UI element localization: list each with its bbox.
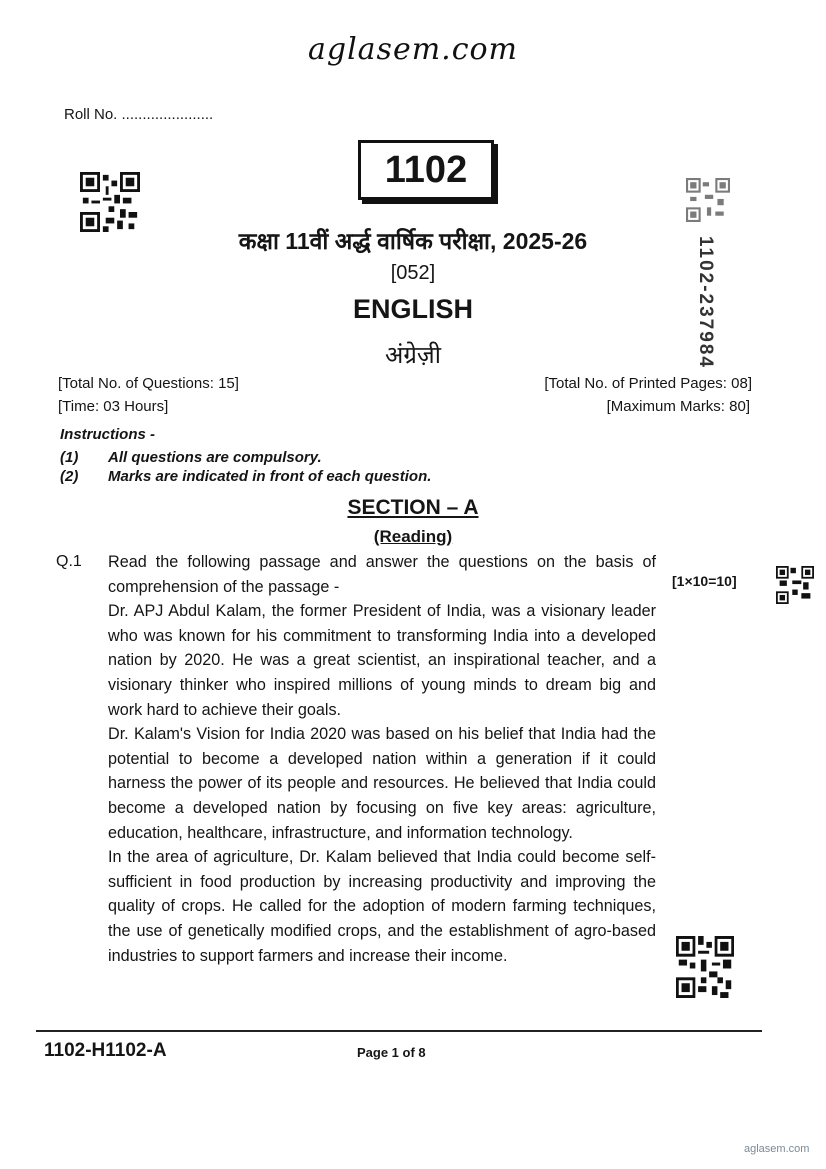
question-intro: Read the following passage and answer the questions on the basis of comprehension of the passage - bbox=[108, 553, 656, 596]
instruction-item bbox=[60, 449, 322, 466]
printed-pages: [Total No. of Printed Pages: 08] bbox=[544, 375, 752, 392]
subject-title: ENGLISH bbox=[352, 294, 473, 324]
instruction-item bbox=[60, 468, 431, 485]
exam-title-hindi: कक्षा 11वीं अर्द्ध वार्षिक परीक्षा, 2025-26 bbox=[238, 228, 588, 254]
roll-number: Roll No. ...................... bbox=[64, 106, 214, 123]
passage-paragraph: Dr. APJ Abdul Kalam, the former President of India, was a visionary leader who was known for his commitment to transforming India into a developed nation by 2020. He was a great scientist, an inspirational teacher, and a visionary thinker who inspired millions of young minds to dream big and work hard to achieve their goals. bbox=[108, 602, 656, 719]
footer-divider bbox=[36, 1030, 762, 1032]
question-marks: [1×10=10] bbox=[672, 573, 737, 589]
passage-paragraph: Dr. Kalam's Vision for India 2020 was based on his belief that India had the potential to become a developed nation within a generation if it could harness the power of its people and resources. He believed that India could become a developed nation by focusing on five key areas: agriculture, education, healthcare, infrastructure, and information technology. bbox=[108, 725, 656, 842]
section-subtitle: (Reading) bbox=[373, 527, 453, 546]
instructions-heading: Instructions - bbox=[60, 426, 156, 443]
footer-watermark: aglasem.com bbox=[744, 1143, 810, 1155]
exam-time: [Time: 03 Hours] bbox=[58, 398, 169, 415]
total-questions: [Total No. of Questions: 15] bbox=[58, 375, 239, 392]
question-number: Q.1 bbox=[56, 553, 82, 570]
subject-code: [052] bbox=[390, 262, 436, 284]
subject-title-hindi: अंग्रेज़ी bbox=[385, 342, 441, 369]
instruction-number: (2) bbox=[60, 468, 79, 485]
qr-code-icon bbox=[676, 936, 734, 998]
passage-paragraph: In the area of agriculture, Dr. Kalam believed that India could become self-sufficient in food production by increasing productivity and improving the quality of crops. He called for the adoption of modern farming techniques, the use of genetically modified crops, and the establishment of agro-based industries to support farmers and increase their income. bbox=[108, 848, 656, 965]
vertical-serial-number: 1102-237984 bbox=[695, 236, 716, 369]
qr-code-icon bbox=[776, 566, 814, 604]
section-title: SECTION – A bbox=[347, 496, 479, 519]
paper-code-box: 1102 bbox=[358, 140, 494, 200]
instruction-text: All questions are compulsory. bbox=[108, 449, 322, 466]
qr-code-icon bbox=[686, 178, 730, 222]
footer-paper-code: 1102-H1102-A bbox=[44, 1040, 167, 1061]
instruction-text: Marks are indicated in front of each question. bbox=[108, 468, 432, 485]
qr-code-icon bbox=[80, 172, 140, 232]
watermark-top: aglasem.com bbox=[307, 32, 518, 67]
instruction-number: (1) bbox=[60, 449, 79, 466]
maximum-marks: [Maximum Marks: 80] bbox=[606, 398, 750, 415]
question-passage bbox=[108, 550, 656, 968]
page-number: Page 1 of 8 bbox=[357, 1045, 426, 1060]
